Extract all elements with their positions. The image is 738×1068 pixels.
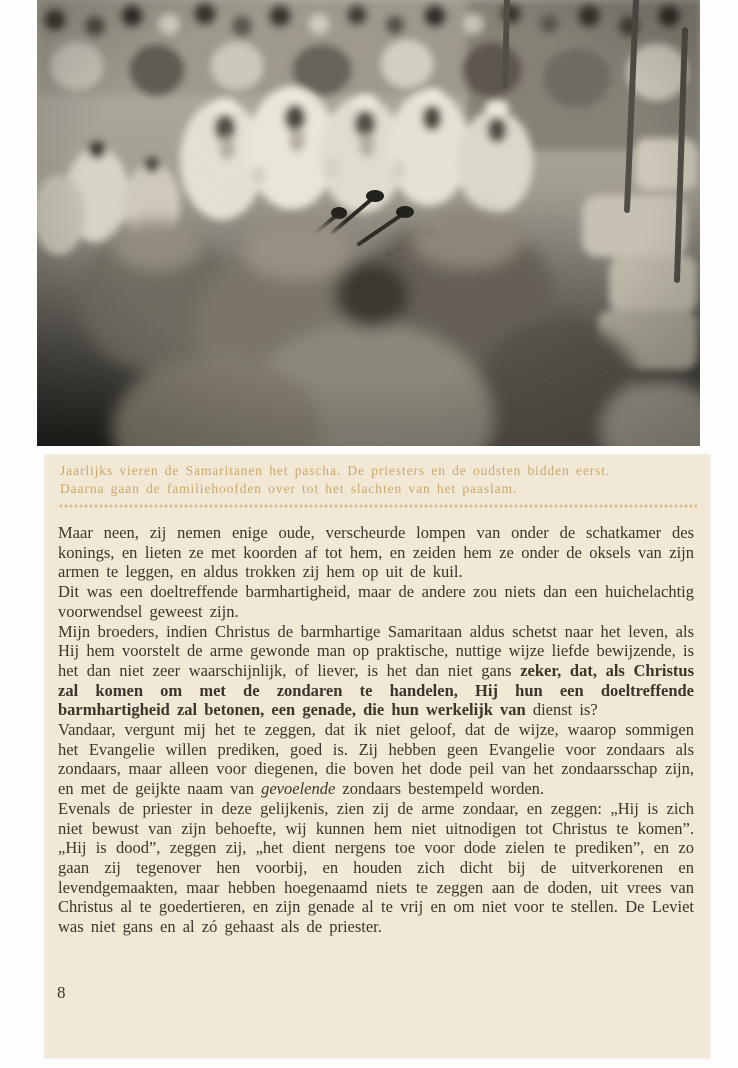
- text-run: gevoelende: [261, 779, 336, 799]
- text-run: Evenals de priester in deze gelijkenis, zien zij de arme zondaar, en zeggen: „Hij is zich niet bewust van zijn behoefte, wij kunnen hem niet uitnodigen tot Christus te komen”. „Hij is dood”, zeggen zij, „het dient nergens toe voor dode zielen te prediken”, en zo gaan zij tegenover hen voorbij, en houden zich dicht bij de uitverkorenen en levendgemaakten, maar hebben hoegenaamd niets te zeggen aan de doden, uit vrees van Christus al te goedertieren, en zijn genade al te vrij en om niet voor te stellen. De Leviet was niet gans en al zó gehaast als de priester.: [58, 798, 694, 937]
- paragraph: [58, 720, 694, 799]
- caption-line: Daarna gaan de familiehoofden over tot het slachten van het paaslam.: [60, 480, 518, 496]
- wavy-divider: [59, 504, 697, 510]
- text-run: dienst is?: [532, 700, 598, 720]
- paragraph: [58, 799, 694, 937]
- text-run: zondaars bestempeld worden.: [335, 779, 545, 799]
- paragraph: [58, 523, 694, 582]
- text-run: Dit was een doeltreffende barmhartigheid, maar de andere zou niets dan een huichelachtig voorwendsel geweest zijn.: [58, 582, 694, 621]
- text-run: Maar neen, zij nemen enige oude, verscheurde lompen van onder de schatkamer des konings, en lieten ze met koorden af tot hem, en zeiden hem ze onder de oksels van zijn armen te leggen, en aldus trokken zij hem op uit de kuil.: [58, 523, 694, 582]
- text-run: Vandaar, vergunt mij het te zeggen, dat ik niet geloof, dat de wijze, waarop sommigen het Evangelie willen prediken, goed is. Zij hebben geen Evangelie voor zondaars als zondaars, maar alleen voor diegenen, die boven het dode peil van het zondaarsschap zijn, en met de geijkte naam van: [58, 720, 694, 799]
- text-run: zeker, dat, als Christus zal komen om met de zondaren te handelen, Hij hun een doeltreffende barmhartigheid zal betonen, een genade, die hun werkelijk van: [58, 660, 694, 720]
- samaritan-passover-photo: [37, 0, 700, 446]
- page-number: 8: [57, 983, 66, 1002]
- body-text: [58, 523, 694, 937]
- text-run: Mijn broeders, indien Christus de barmhartige Samaritaan aldus schetst naar het leven, als Hij hem voorstelt de arme gewonde man op praktische, nuttige wijze liefde bewijzende, is het dan niet zeer waarschijnlijk, of liever, is het dan niet gans: [58, 621, 694, 680]
- caption-line: Jaarlijks vieren de Samaritanen het pascha. De priesters en de oudsten bidden eerst.: [60, 463, 611, 478]
- book-page: [45, 455, 710, 1058]
- photo-caption: [60, 462, 698, 497]
- paragraph: [58, 582, 694, 621]
- paragraph: [58, 622, 694, 721]
